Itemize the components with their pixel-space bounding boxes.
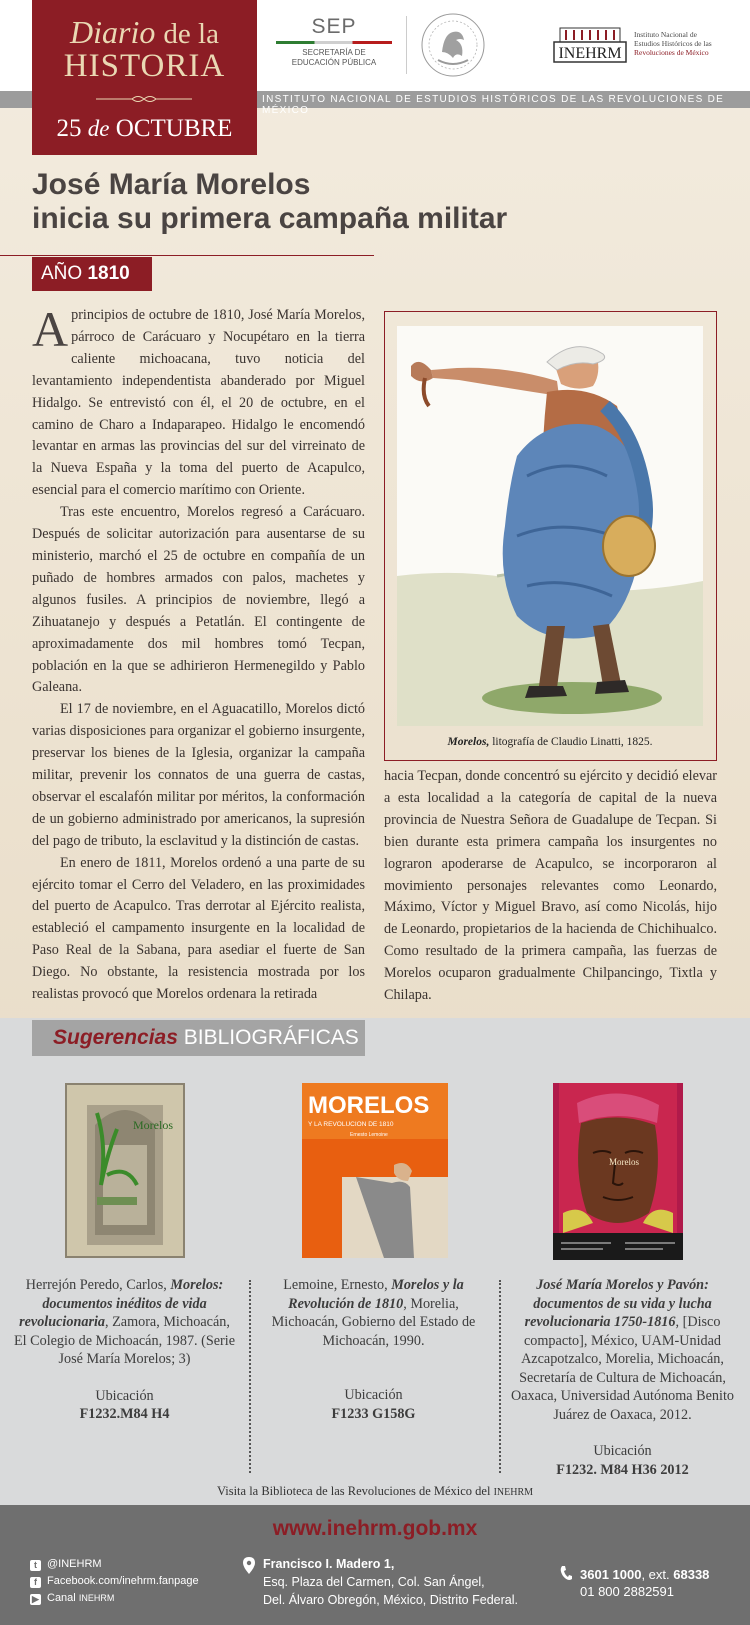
book-cover-2-title: MORELOS: [308, 1092, 430, 1119]
book-cover-2-author: Ernesto Lemoine: [350, 1132, 388, 1138]
book-2-author: Lemoine, Ernesto,: [283, 1277, 392, 1293]
book-cover-2-art: [302, 1083, 448, 1258]
drop-cap: A: [32, 305, 69, 357]
article-column-left: [32, 305, 365, 1007]
masthead-historia: HISTORIA: [63, 48, 226, 84]
year-value: 1810: [87, 263, 130, 284]
twitter-icon: t: [30, 1560, 41, 1571]
morelos-portrait-image: [397, 326, 703, 726]
facebook-icon: f: [30, 1577, 41, 1588]
social-links: [30, 1556, 230, 1607]
logo-divider: [406, 16, 407, 74]
figure-frame: [384, 311, 717, 761]
book-3-details: , [Disco compacto], México, UAM-Unidad Azcapotzalco, Morelia, Michoacán, Secretaría de Cultura de Michoacán, Oaxaca, Universidad Autónoma Benito Juárez de Oaxaca, 2012.: [510, 1314, 734, 1423]
paragraph-3: El 17 de noviembre, en el Aguacatillo, Morelos dictó varias disposiciones para organizar el gobierno insurgente, preservar los bienes de la Iglesia, organizar la campaña militar, prevenir los connatos de una guerra de castas, observar el escalafón militar por méritos, la conformación de un gobierno administrado por americanos, la supresión del pago de tributo, la esclavitud y la distinción de castas.: [32, 701, 365, 849]
youtube-label: Canal: [47, 1592, 76, 1604]
heading-sugerencias: Sugerencias: [53, 1026, 178, 1049]
book-2-location: [261, 1386, 486, 1423]
book-3-call-number: F1232. M84 H36 2012: [556, 1461, 689, 1478]
toll-free-number: 01 800 2882591: [580, 1584, 674, 1599]
book-1-call-number: F1232.M84 H4: [79, 1406, 170, 1422]
phone-ext-label: , ext.: [641, 1567, 670, 1582]
building-icon: [552, 24, 628, 64]
mexico-seal-icon: [420, 12, 486, 78]
inehrm-line2: Estudios Históricos de las: [634, 39, 712, 48]
address-line2: Esq. Plaza del Carmen, Col. San Ángel,: [263, 1575, 485, 1589]
address-line1: Francisco I. Madero 1,: [263, 1557, 395, 1571]
caption-title: Morelos,: [447, 736, 490, 748]
date-day: 25: [56, 115, 82, 142]
inehrm-logo: [552, 24, 732, 69]
book-1-citation: [12, 1276, 237, 1369]
book-3-location-label: Ubicación: [593, 1443, 652, 1459]
book-2-call-number: F1233 G158G: [331, 1405, 416, 1422]
book-cover-2-subtitle: Y LA REVOLUCION DE 1810: [308, 1121, 394, 1128]
book-cover-3[interactable]: [553, 1083, 683, 1260]
book-cover-2[interactable]: [302, 1083, 448, 1258]
dotted-divider: [499, 1280, 501, 1473]
sep-title: SEP: [311, 15, 357, 38]
paragraph-5: hacia Tecpan, donde concentró su ejército y decidió elevar a esta localidad a la categoría de capital de la nueva provincia de Nuestra Señora de Guadalupe de Tecpan. Si bien durante esta primera campaña los insurgentes no lograron apoderarse de Acapulco, se incorporaron al movimiento personajes relevantes como Leonardo, Máximo, Víctor y Miguel Bravo, así como Nicolás, hijo de Leonardo, propietarios de la hacienda de Chichihualco. Como resultado de la primera campaña, las fuerzas de Morelos ocuparon gradualmente Chilpancingo, Tixtla y Chilapa.: [384, 768, 717, 1004]
address-line3: Del. Álvaro Obregón, México, Distrito Federal.: [263, 1593, 518, 1607]
sep-subtitle-2: EDUCACIÓN PÚBLICA: [291, 58, 377, 67]
book-cover-3-art: [553, 1083, 683, 1260]
facebook-link[interactable]: [30, 1573, 230, 1590]
library-visit-note: [0, 1484, 750, 1499]
book-cover-1-art: [67, 1085, 183, 1256]
date-de: de: [87, 116, 110, 141]
book-2-title: Morelos y la Revolución de 1810: [288, 1277, 464, 1312]
book-1-author: Herrejón Peredo, Carlos,: [25, 1277, 171, 1293]
year-badge: [32, 257, 152, 291]
visit-text: Visita la Biblioteca de las Revoluciones de México del: [216, 1484, 491, 1498]
book-cover-1-title: Morelos: [133, 1118, 173, 1132]
masthead: [32, 0, 257, 155]
youtube-channel: INEHRM: [78, 1593, 115, 1603]
book-3-location: [510, 1442, 735, 1479]
masthead-date: [32, 116, 257, 141]
year-label: AÑO: [41, 263, 83, 284]
suggestions-heading: [32, 1020, 365, 1056]
inehrm-line3: Revoluciones de México: [634, 48, 709, 57]
address-text: [263, 1555, 553, 1609]
book-entry-1: [12, 1276, 237, 1424]
book-entry-2: [261, 1276, 486, 1423]
ornament-icon: [94, 94, 194, 104]
inehrm-line1: Instituto Nacional de: [634, 30, 697, 39]
masthead-title-line1: [32, 16, 257, 49]
sep-subtitle-1: SECRETARÍA DE: [302, 48, 366, 57]
title-line1: José María Morelos: [32, 168, 311, 201]
book-1-details: , Zamora, Michoacán, El Colegio de Michoacán, 1987. (Serie José María Morelos; 3): [13, 1314, 236, 1367]
inehrm-name: [634, 30, 734, 57]
book-1-location: [12, 1387, 237, 1424]
paragraph-4: En enero de 1811, Morelos ordenó a una parte de su ejército tomar el Cerro del Veladero, en las proximidades del puerto de Acapulco. Tras derrotar al Ejército realista, estableció el campamento insurgente en la localidad de Paso Real de la Sabana, para asediar el fuerte de San Diego. No obstante, la resistencia mostrada por los realistas provocó que Morelos ordenara la retirada: [32, 854, 365, 1003]
date-month: OCTUBRE: [115, 115, 233, 142]
book-cover-3-title: Morelos: [609, 1157, 639, 1167]
masthead-diario: Diario: [70, 14, 156, 50]
sep-color-bar: [276, 41, 392, 44]
paragraph-1: [32, 305, 365, 502]
sep-logo: [276, 16, 392, 68]
youtube-link[interactable]: [30, 1590, 230, 1607]
book-cover-1[interactable]: [65, 1083, 185, 1258]
article-title: [32, 168, 592, 236]
inehrm-logo-text: INEHRM: [558, 45, 622, 62]
book-1-title: Morelos: documentos inéditos de vida revolucionaria: [19, 1277, 224, 1330]
paragraph-2: Tras este encuentro, Morelos regresó a Carácuaro. Después de solicitar autorización para ausentarse de su ministerio, marchó el 25 de octubre en compañía de un puñado de hombres armados con palos, machetes y algunos fusiles. A principios de noviembre, llegó a Zihuatanejo y después a Petatlán. El contingente de aproximadamente dos mil hombres tomó Tecpan, población en la que se adhirieron Hermenegildo y Pablo Galeana.: [32, 504, 365, 696]
phone-extension: 68338: [673, 1567, 710, 1582]
book-3-title: José María Morelos y Pavón: documentos de su vida y lucha revolucionaria 1750-1816: [524, 1277, 712, 1330]
twitter-link[interactable]: [30, 1556, 230, 1573]
masthead-de-la: de la: [163, 18, 219, 50]
phone-number: 3601 1000: [580, 1567, 642, 1582]
morelos-illustration: [397, 326, 703, 726]
visit-org: INEHRM: [493, 1487, 534, 1498]
book-2-citation: [261, 1276, 486, 1350]
paragraph-1-text: principios de octubre de 1810, José María Morelos, párroco de Carácuaro y Nocupétaro en la tierra caliente michoacana, tuvo noticia del levantamiento independentista abanderado por Miguel Hidalgo. Se entrevistó con él, el 20 de octubre, en el camino de Charo a Indaparapeo. Hidalgo le encomendó levantar en armas las provincias del sur del virreinato de la Nueva España y la toma del puerto de Acapulco, esencial para el comercio marítimo con Oriente.: [32, 307, 365, 499]
institution-band-text: INSTITUTO NACIONAL DE ESTUDIOS HISTÓRICOS DE LAS REVOLUCIONES DE MÉXICO: [262, 94, 725, 116]
book-1-location-label: Ubicación: [95, 1387, 154, 1404]
caption-text: litografía de Claudio Linatti, 1825.: [492, 736, 653, 748]
book-2-details: , Morelia, Michoacán, Gobierno del Estado de Michoacán, 1990.: [271, 1295, 476, 1349]
dotted-divider: [249, 1280, 251, 1473]
book-entry-3: [510, 1276, 735, 1479]
title-rule: [0, 255, 374, 256]
book-3-citation: [510, 1276, 735, 1424]
book-2-location-label: Ubicación: [344, 1387, 403, 1403]
article-column-right: [384, 766, 717, 1006]
figure-caption: [385, 736, 715, 748]
twitter-handle: @INEHRM: [47, 1558, 102, 1570]
heading-bibliograficas: BIBLIOGRÁFICAS: [183, 1026, 359, 1049]
facebook-url: Facebook.com/inehrm.fanpage: [47, 1575, 199, 1587]
youtube-icon: ▶: [30, 1594, 41, 1605]
title-line2: inicia su primera campaña militar: [32, 202, 508, 235]
phone-icon: [560, 1566, 572, 1581]
location-pin-icon: [243, 1557, 255, 1574]
phone-text: [580, 1566, 709, 1600]
website-link[interactable]: www.inehrm.gob.mx: [272, 1517, 478, 1540]
